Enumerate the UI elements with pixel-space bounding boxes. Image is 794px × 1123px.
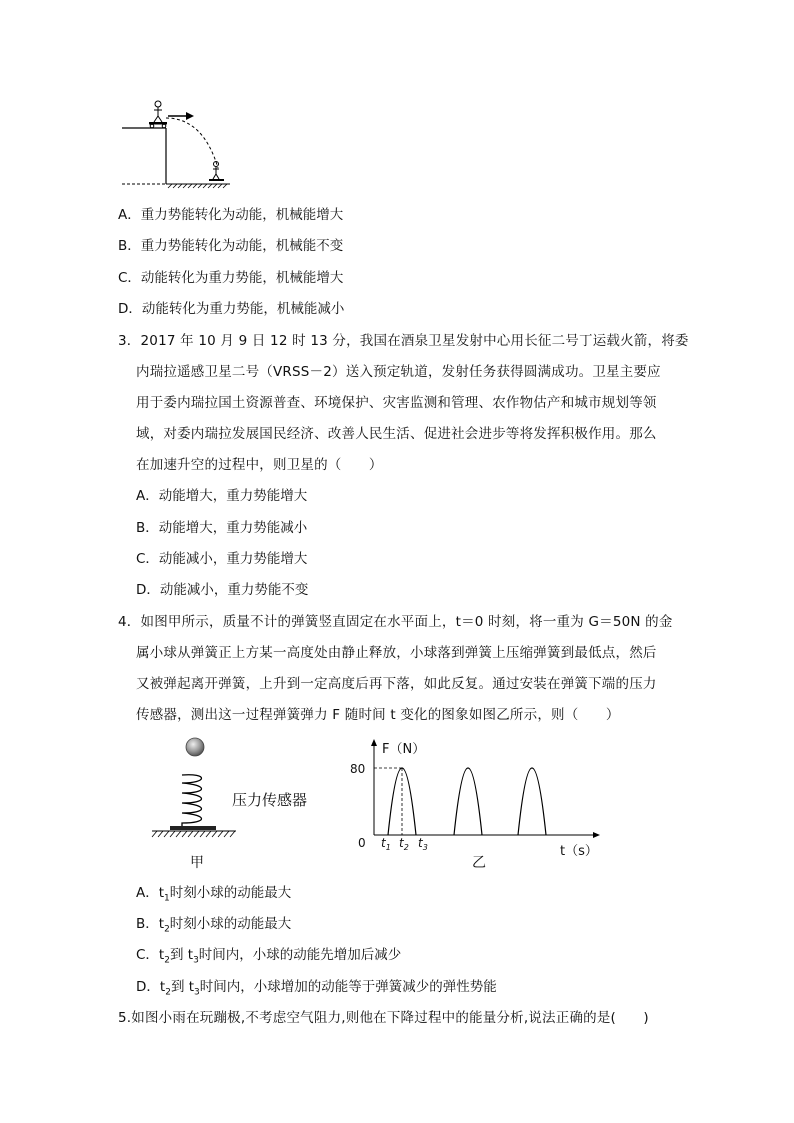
y-axis-label: F（N） xyxy=(382,742,426,757)
q4-option-c: C．$t_2$到 $t_3$时间内，小球的动能先增加后减少 xyxy=(136,947,402,966)
skateboard-figure xyxy=(118,96,248,192)
force-time-graph xyxy=(350,733,610,873)
spring-sensor-figure xyxy=(140,733,330,873)
spring-icon xyxy=(182,775,202,829)
q2-option-d: D．动能转化为重力势能，机械能减小 xyxy=(118,301,345,317)
q2-option-a: A．重力势能转化为动能，机械能增大 xyxy=(118,207,344,223)
x-axis-label: t（s） xyxy=(560,844,598,859)
force-curve-2 xyxy=(454,768,482,835)
figure-caption-jia: 甲 xyxy=(190,855,204,871)
q4-line-3: 又被弹起离开弹簧，上升到一定高度后再下落，如此反复。通过安装在弹簧下端的压力 xyxy=(136,676,657,692)
figure-caption-yi: 乙 xyxy=(472,855,486,871)
q3-option-d: D．动能减小，重力势能不变 xyxy=(136,582,309,598)
tick-t1: $t_1$ xyxy=(381,836,391,852)
q2-option-c: C．动能转化为重力势能，机械能增大 xyxy=(118,270,344,286)
q4-option-d: D．$t_2$到 $t_3$时间内，小球增加的动能等于弹簧减少的弹性势能 xyxy=(136,979,497,998)
q4-option-a: A．$t_1$时刻小球的动能最大 xyxy=(136,885,292,904)
q3-option-c: C．动能减小，重力势能增大 xyxy=(136,551,308,567)
q3-line-1: 3．2017 年 10 月 9 日 12 时 13 分，我国在酒泉卫星发射中心用长征二号丁运载火箭，将委 xyxy=(118,333,689,349)
q3-line-4: 域，对委内瑞拉发展国民经济、改善人民生活、促进社会进步等将发挥积极作用。那么 xyxy=(136,426,657,442)
tick-t2: $t_2$ xyxy=(399,836,409,852)
y-tick-80: 80 xyxy=(350,762,366,776)
sensor-label: 压力传感器 xyxy=(232,791,308,809)
q3-line-3: 用于委内瑞拉国土资源普查、环境保护、灾害监测和管理、农作物估产和城市规划等领 xyxy=(136,395,657,411)
q5-line-1: 5.如图小雨在玩蹦极,不考虑空气阻力,则他在下降过程中的能量分析,说法正确的是( ) xyxy=(118,1010,649,1026)
origin-label: 0 xyxy=(358,836,366,850)
q4-line-4: 传感器，测出这一过程弹簧弹力 F 随时间 t 变化的图象如图乙所示，则（ ） xyxy=(136,707,620,723)
q3-option-a: A．动能增大，重力势能增大 xyxy=(136,488,308,504)
q3-line-2: 内瑞拉遥感卫星二号（VRSS－2）送入预定轨道，发射任务获得圆满成功。卫星主要应 xyxy=(136,364,661,380)
q3-line-5: 在加速升空的过程中，则卫星的（ ） xyxy=(136,457,383,473)
q3-option-b: B．动能增大，重力势能减小 xyxy=(136,520,308,536)
q4-line-1: 4．如图甲所示，质量不计的弹簧竖直固定在水平面上，t＝0 时刻，将一重为 G＝50N 的金 xyxy=(118,614,673,630)
pressure-sensor-plate xyxy=(170,826,216,830)
q4-line-2: 属小球从弹簧正上方某一高度处由静止释放，小球落到弹簧上压缩弹簧到最低点，然后 xyxy=(136,645,657,661)
ball-icon xyxy=(186,738,204,756)
q2-option-b: B．重力势能转化为动能，机械能不变 xyxy=(118,238,344,254)
tick-t3: $t_3$ xyxy=(418,836,428,852)
q4-option-b: B．$t_2$时刻小球的动能最大 xyxy=(136,916,292,935)
force-curve-3 xyxy=(518,768,546,835)
